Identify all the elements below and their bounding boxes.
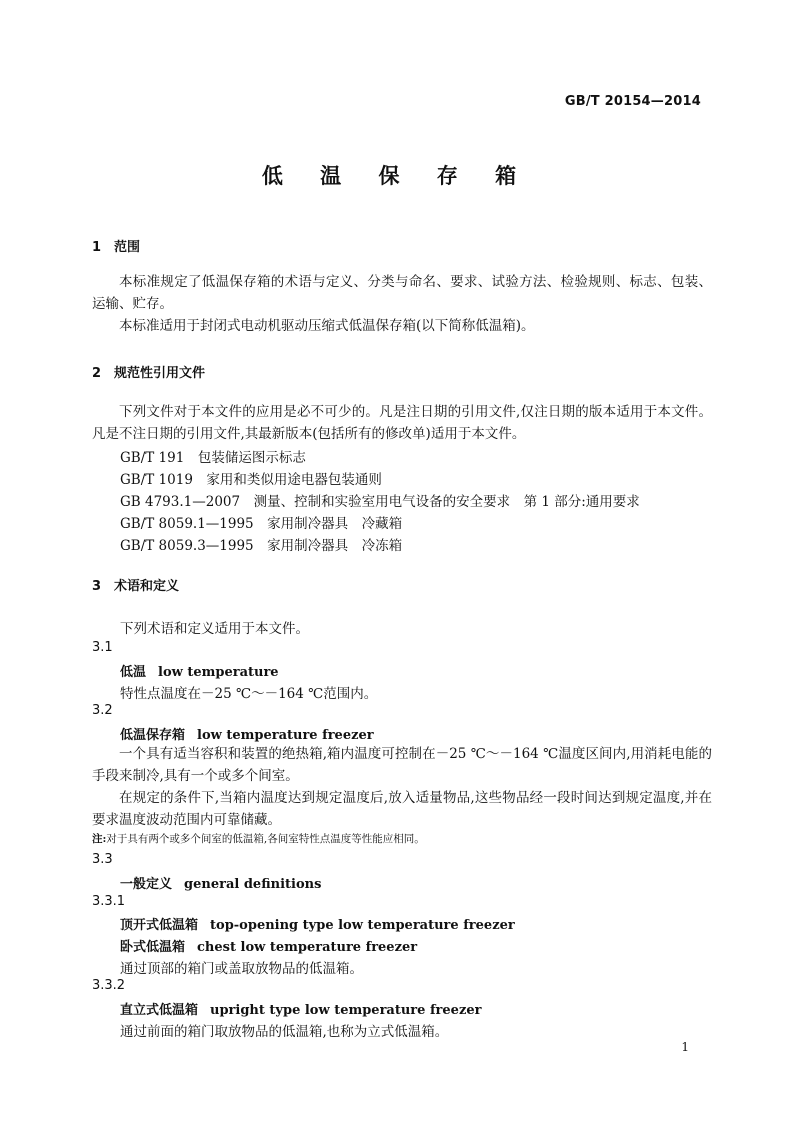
note-text: 对于具有两个或多个间室的低温箱,各间室特性点温度等性能应相同。 xyxy=(106,833,425,845)
scope-paragraph-2: 本标准适用于封闭式电动机驱动压缩式低温保存箱(以下简称低温箱)。 xyxy=(119,318,535,334)
section-title: 规范性引用文件 xyxy=(114,366,206,381)
term-en: top-opening type low temperature freezer xyxy=(210,918,515,933)
term-definition: 通过顶部的箱门或盖取放物品的低温箱。 xyxy=(120,961,363,977)
term-en: chest low temperature freezer xyxy=(197,940,418,955)
term-en: low temperature xyxy=(158,665,279,680)
term-zh: 一般定义 xyxy=(120,877,173,892)
section-number: 2 xyxy=(92,366,102,381)
term-en: low temperature freezer xyxy=(197,728,374,743)
standard-code: GB/T 20154—2014 xyxy=(564,94,701,109)
term-definition: 特性点温度在－25 ℃～－164 ℃范围内。 xyxy=(120,686,378,702)
clause-number: 3.3 xyxy=(92,852,113,867)
reference-item: GB/T 8059.3—1995 家用制冷器具 冷冻箱 xyxy=(120,538,403,554)
reference-item: GB/T 191 包装储运图示标志 xyxy=(120,450,306,466)
term-zh: 顶开式低温箱 xyxy=(120,918,199,933)
term-entry xyxy=(120,914,515,933)
term-definition: 通过前面的箱门取放物品的低温箱,也称为立式低温箱。 xyxy=(120,1024,449,1040)
scope-paragraph-1: 本标准规定了低温保存箱的术语与定义、分类与命名、要求、试验方法、检验规则、标志、包装、运输、贮存。 xyxy=(92,274,712,312)
term-zh: 卧式低温箱 xyxy=(120,940,186,955)
section-2-heading xyxy=(92,362,205,381)
term-synonym-entry xyxy=(120,936,417,955)
section-3-heading xyxy=(92,575,179,594)
page-number: 1 xyxy=(681,1040,689,1054)
reference-item: GB 4793.1—2007 测量、控制和实验室用电气设备的安全要求 第 1 部分:通用要求 xyxy=(120,494,640,510)
note xyxy=(92,831,425,846)
term-zh: 低温 xyxy=(120,665,147,680)
term-en: upright type low temperature freezer xyxy=(210,1003,482,1018)
clause-number: 3.2 xyxy=(92,703,113,718)
term-entry xyxy=(120,873,321,892)
reference-item: GB/T 8059.1—1995 家用制冷器具 冷藏箱 xyxy=(120,516,403,532)
term-entry xyxy=(120,661,279,680)
clause-number: 3.3.2 xyxy=(92,978,126,993)
terms-intro: 下列术语和定义适用于本文件。 xyxy=(120,621,309,637)
term-definition: 在规定的条件下,当箱内温度达到规定温度后,放入适量物品,这些物品经一段时间达到规定温度,并在要求温度波动范围内可靠储藏。 xyxy=(92,790,712,828)
section-title: 范围 xyxy=(114,240,141,255)
clause-number: 3.1 xyxy=(92,640,113,655)
references-intro: 下列文件对于本文件的应用是必不可少的。凡是注日期的引用文件,仅注日期的版本适用于本文件。凡是不注日期的引用文件,其最新版本(包括所有的修改单)适用于本文件。 xyxy=(92,404,712,442)
document-title: 低 温 保 存 箱 xyxy=(261,164,532,188)
term-zh: 直立式低温箱 xyxy=(120,1003,199,1018)
note-label: 注: xyxy=(92,833,107,845)
term-en: general definitions xyxy=(184,877,322,892)
term-entry xyxy=(120,999,481,1018)
clause-number: 3.3.1 xyxy=(92,894,126,909)
section-title: 术语和定义 xyxy=(114,579,180,594)
reference-item: GB/T 1019 家用和类似用途电器包装通则 xyxy=(120,472,382,488)
term-definition: 一个具有适当容积和装置的绝热箱,箱内温度可控制在－25 ℃～－164 ℃温度区间内,用消耗电能的手段来制冷,具有一个或多个间室。 xyxy=(92,746,712,784)
section-number: 1 xyxy=(92,240,102,255)
term-entry xyxy=(120,724,374,743)
section-1-heading xyxy=(92,236,140,255)
section-number: 3 xyxy=(92,579,102,594)
term-zh: 低温保存箱 xyxy=(120,728,186,743)
